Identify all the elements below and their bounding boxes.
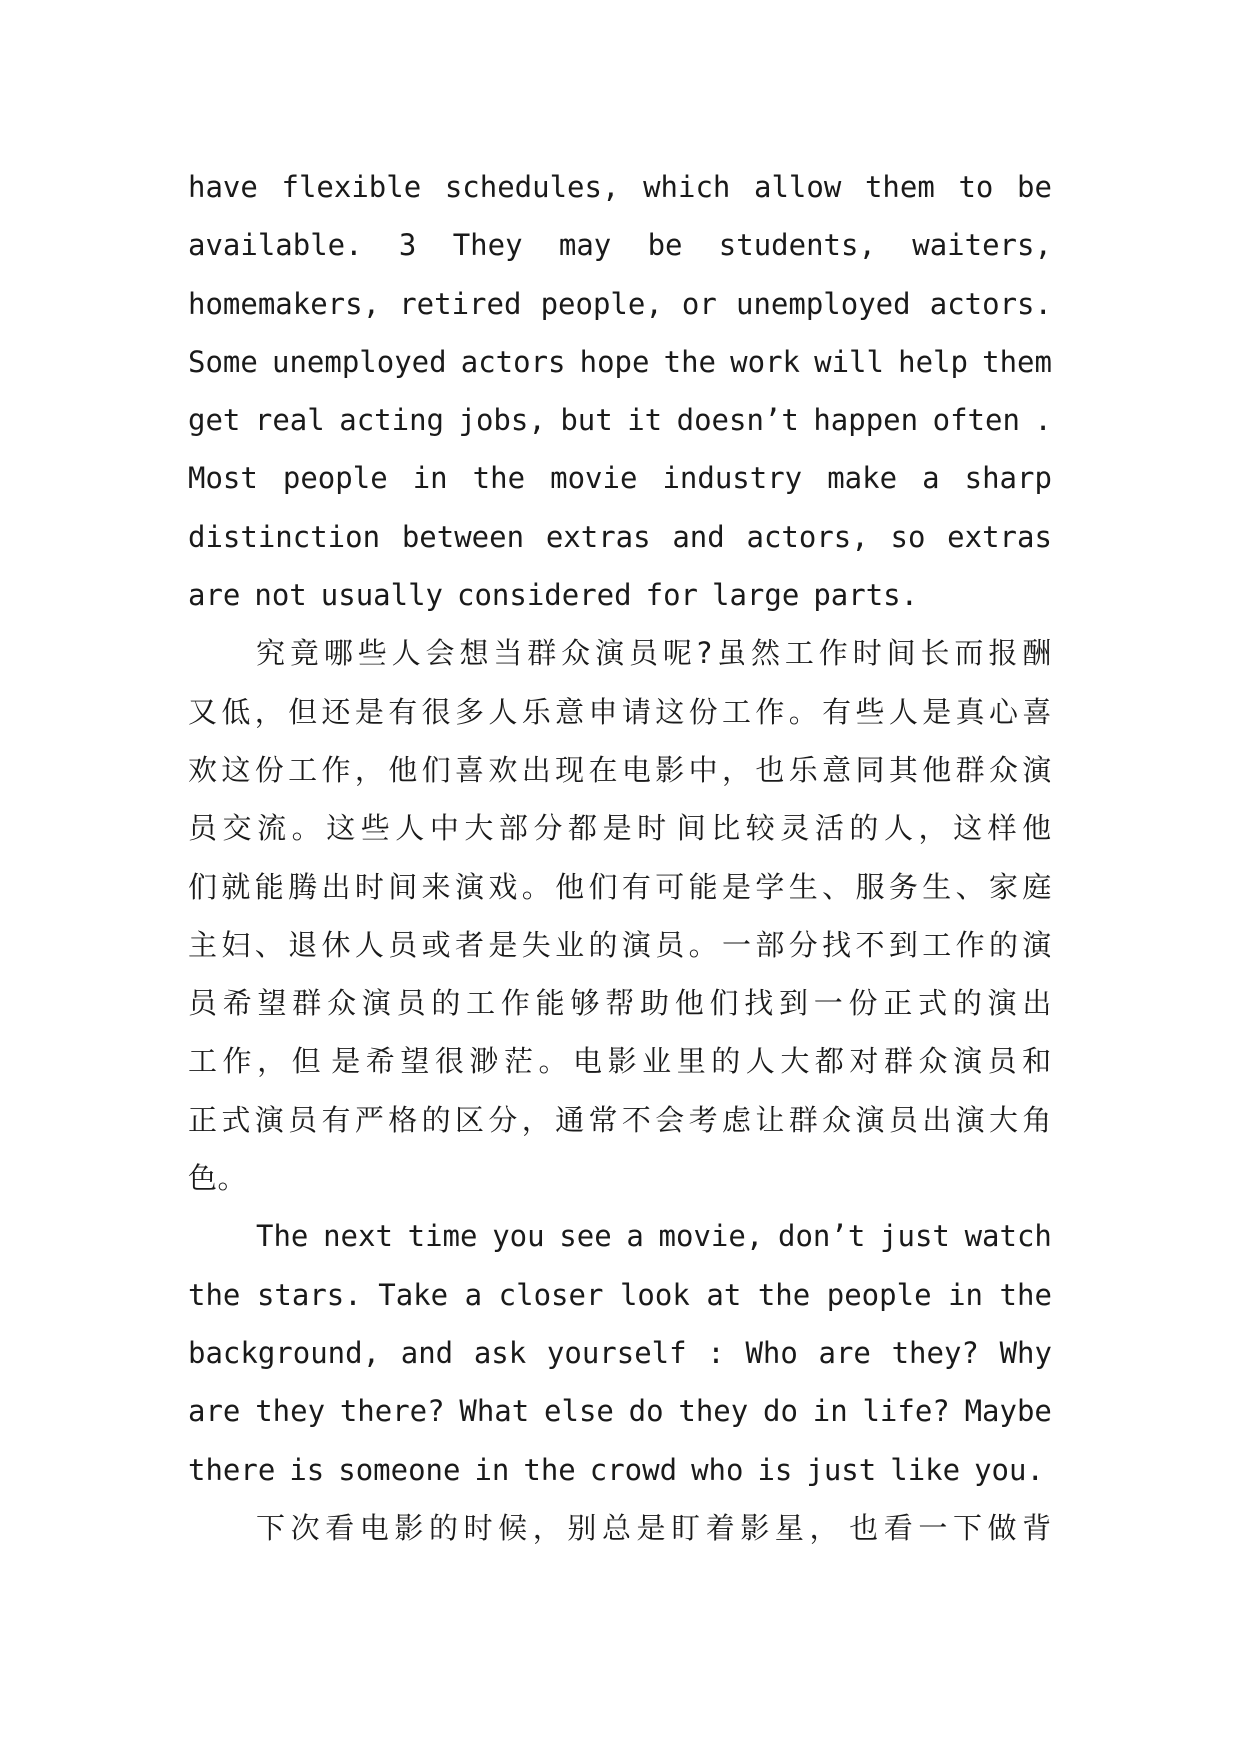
text-line: 主 妇 、 退 休 人 员 或 者 是 失 业 的 演 员 。 一 部 分 找 不 到 工 作 的 演	[188, 927, 1052, 962]
paragraph-en-1	[188, 158, 1052, 624]
text-line: 究 竟 哪 些 人 会 想 当 群 众 演 员 呢 ? 虽 然 工 作 时 间 长 而 报 酬	[256, 636, 1052, 671]
text-line: 下 次 看 电 影 的 时 候 ， 别 总 是 盯 着 影 星 ， 也 看 一 下 做 背	[256, 1510, 1052, 1545]
text-line: are not usually considered for large parts.	[188, 578, 919, 613]
paragraph-en-2	[188, 1207, 1052, 1498]
text-line: 们 就 能 腾 出 时 间 来 演 戏 。 他 们 有 可 能 是 学 生 、 服 务 生 、 家 庭	[188, 869, 1052, 904]
document-page	[188, 158, 1052, 1557]
text-line: 正 式 演 员 有 严 格 的 区 分 ， 通 常 不 会 考 虑 让 群 众 演 员 出 演 大 角	[188, 1102, 1052, 1137]
text-line: homemakers, retired people, or unemployed actors.	[188, 286, 1052, 321]
text-line: 员 交 流 。 这 些 人 中 大 部 分 都 是 时 间 比 较 灵 活 的 人 ， 这 样 他	[188, 811, 1052, 846]
text-line: distinction between extras and actors, so extras	[188, 519, 1052, 554]
text-line: 又 低 ， 但 还 是 有 很 多 人 乐 意 申 请 这 份 工 作 。 有 些 人 是 真 心 喜	[188, 694, 1052, 729]
text-line: get real acting jobs, but it doesn’t happen often .	[188, 403, 1052, 438]
text-line: background, and ask yourself : Who are they? Why	[188, 1335, 1052, 1370]
text-line: Some unemployed actors hope the work will help them	[188, 344, 1052, 379]
text-line: The next time you see a movie, don’t just watch	[256, 1219, 1052, 1254]
text-line: 色。	[188, 1161, 248, 1196]
text-line: available. 3 They may be students, waiters,	[188, 228, 1052, 263]
text-line: 欢 这 份 工 作 ， 他 们 喜 欢 出 现 在 电 影 中 ， 也 乐 意 同 其 他 群 众 演	[188, 752, 1052, 787]
text-line: there is someone in the crowd who is just like you.	[188, 1452, 1044, 1487]
text-line: have flexible schedules, which allow them to be	[188, 170, 1052, 204]
text-line: the stars. Take a closer look at the people in the	[188, 1277, 1052, 1312]
text-line: 工 作 ， 但 是 希 望 很 渺 茫 。 电 影 业 里 的 人 大 都 对 群 众 演 员 和	[188, 1044, 1052, 1079]
paragraph-zh-2	[188, 1499, 1052, 1557]
text-line: are they there? What else do they do in life? Maybe	[188, 1394, 1052, 1429]
text-line: Most people in the movie industry make a sharp	[188, 461, 1052, 496]
paragraph-zh-1	[188, 624, 1052, 1207]
text-line: 员 希 望 群 众 演 员 的 工 作 能 够 帮 助 他 们 找 到 一 份 正 式 的 演 出	[188, 986, 1052, 1021]
